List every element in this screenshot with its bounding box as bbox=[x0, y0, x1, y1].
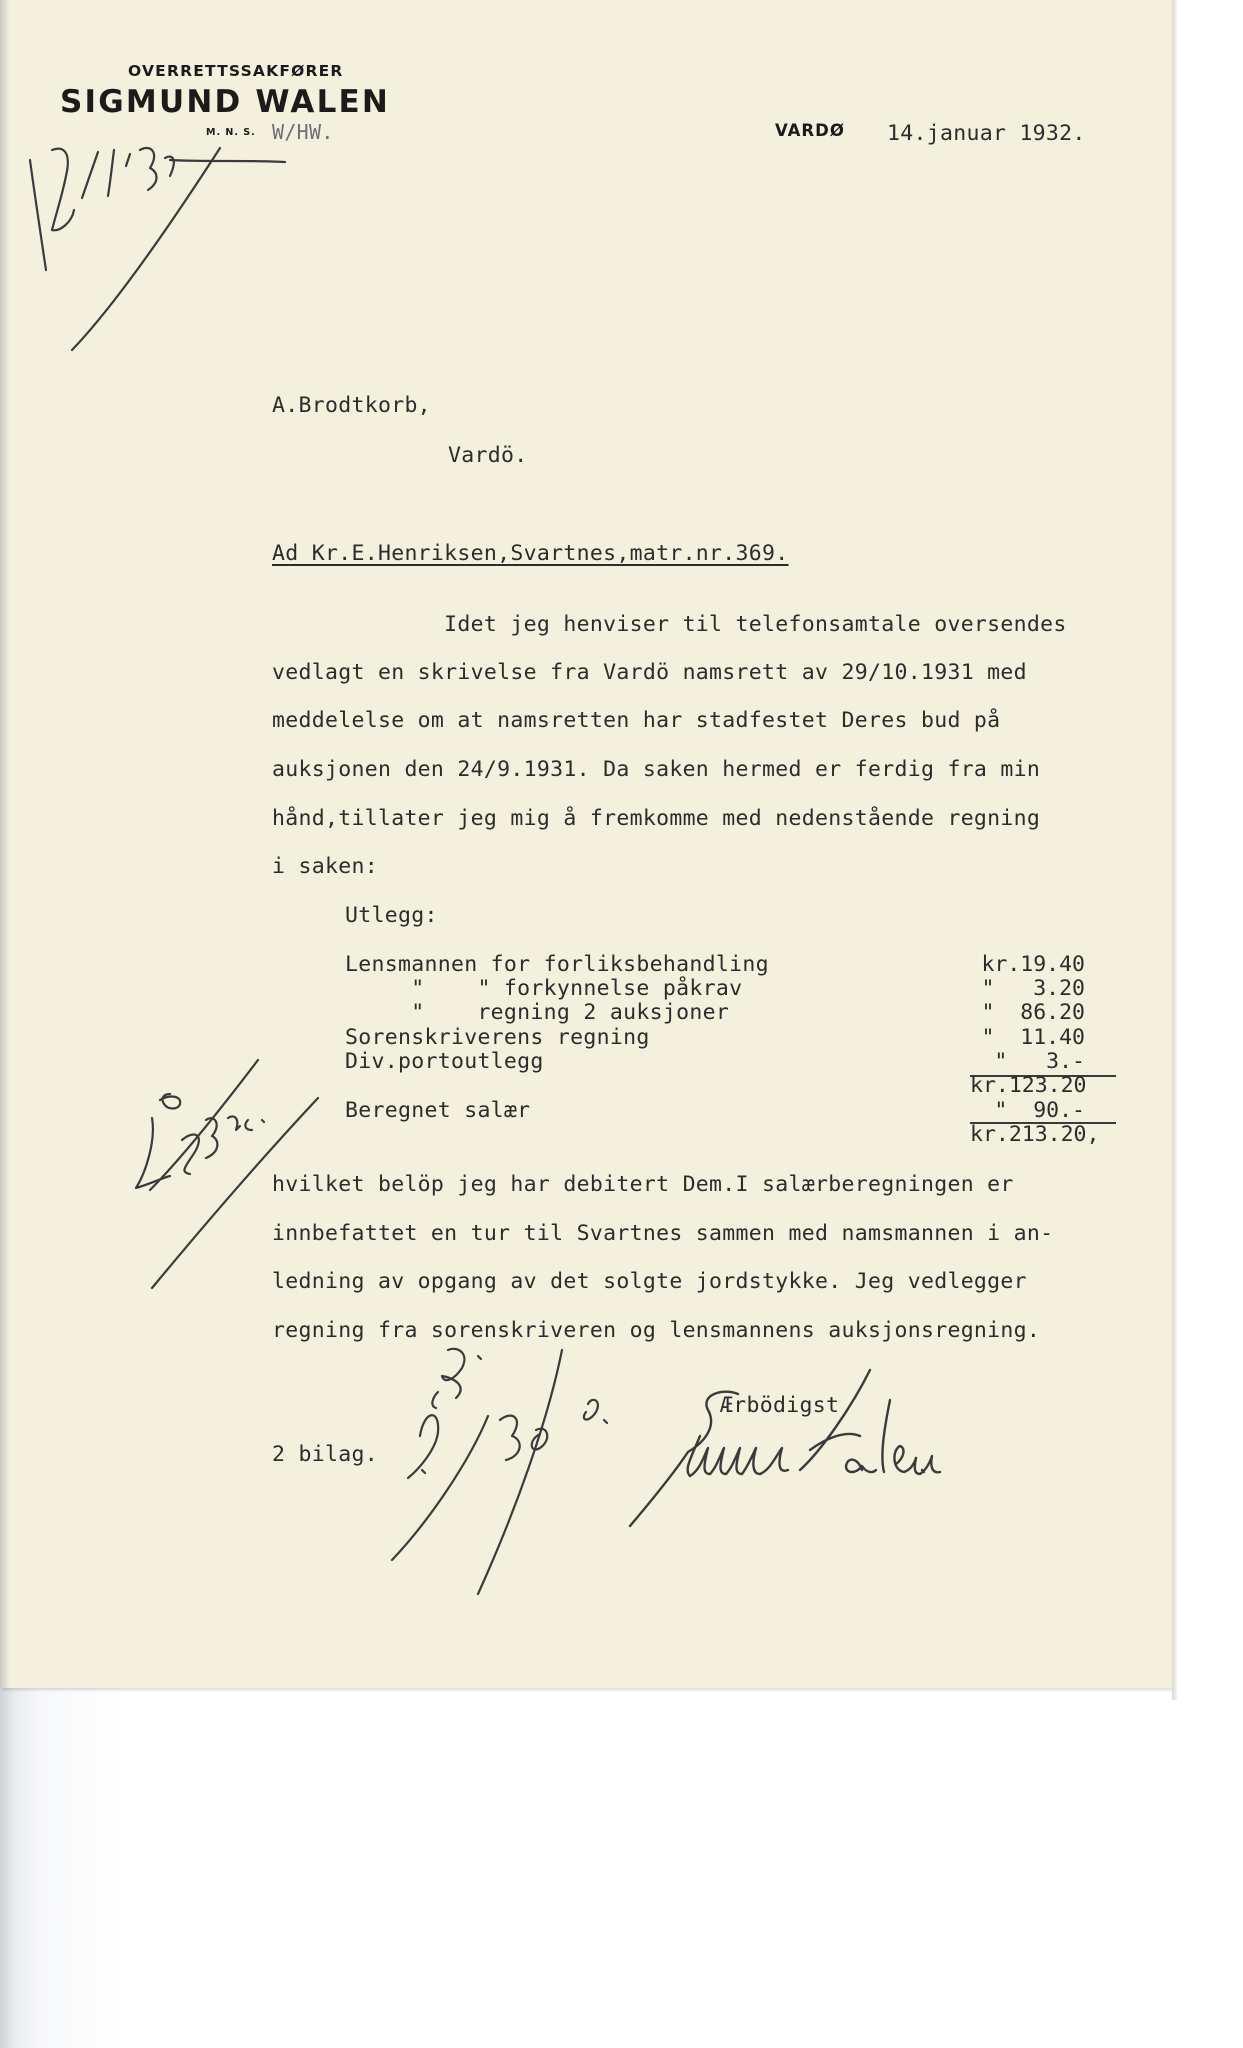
expense-label: Lensmannen for forliksbehandling bbox=[345, 952, 769, 977]
fee-amount: " 90.- bbox=[994, 1098, 1085, 1123]
subtotal-amount: kr.123.20 bbox=[970, 1073, 1087, 1098]
reference-code: W/HW. bbox=[272, 120, 334, 144]
letter-date: 14.januar 1932. bbox=[887, 121, 1086, 146]
letterhead-name: SIGMUND WALEN bbox=[60, 84, 391, 120]
body-line: auksjonen den 24/9.1931. Da saken hermed er ferdig fra min bbox=[272, 757, 1041, 782]
body-line: ledning av opgang av det solgte jordstykke. Jeg vedlegger bbox=[272, 1269, 1027, 1294]
fee-label: Beregnet salær bbox=[345, 1098, 531, 1123]
body-line: regning fra sorenskriveren og lensmannens auksjonsregning. bbox=[272, 1318, 1041, 1343]
letterhead-place: VARDØ bbox=[775, 121, 845, 140]
body-line: Idet jeg henviser til telefonsamtale oversendes bbox=[272, 612, 1067, 637]
subject-line: Ad Kr.E.Henriksen,Svartnes,matr.nr.369. bbox=[272, 541, 789, 566]
expense-label: " " forkynnelse påkrav bbox=[345, 976, 743, 1001]
expense-amount: " 11.40 bbox=[981, 1025, 1085, 1050]
body-line: meddelelse om at namsretten har stadfestet Deres bud på bbox=[272, 708, 1001, 733]
expense-amount: " 3.20 bbox=[981, 976, 1085, 1001]
recipient-city: Vardö. bbox=[448, 443, 528, 468]
body-line: i saken: bbox=[272, 854, 378, 879]
signature bbox=[630, 1370, 940, 1526]
expense-amount: " 86.20 bbox=[981, 1000, 1085, 1025]
expense-amount: " 3.- bbox=[994, 1049, 1085, 1074]
body-line: innbefattet en tur til Svartnes sammen med namsmannen i an- bbox=[272, 1221, 1054, 1246]
letterhead-title: OVERRETTSSAKFØRER bbox=[128, 62, 344, 80]
body-line: vedlagt en skrivelse fra Vardö namsrett av 29/10.1931 med bbox=[272, 660, 1027, 685]
closing: Ærbödigst bbox=[720, 1393, 840, 1418]
recipient-name: A.Brodtkorb, bbox=[272, 393, 431, 418]
body-line: hvilket belöp jeg har debitert Dem.I salærberegningen er bbox=[272, 1172, 1014, 1197]
expense-amount: kr.19.40 bbox=[981, 952, 1085, 977]
letterhead-membership: M. N. S. bbox=[206, 127, 256, 138]
expense-label: Sorenskriverens regning bbox=[345, 1025, 650, 1050]
attachments-note: 2 bilag. bbox=[272, 1442, 378, 1467]
expense-label: Div.portoutlegg bbox=[345, 1049, 544, 1074]
expense-label: " regning 2 auksjoner bbox=[345, 1000, 730, 1025]
handwritten-bottom-note bbox=[392, 1349, 607, 1594]
handwritten-margin-note bbox=[136, 1060, 318, 1288]
body-line: hånd,tillater jeg mig å fremkomme med nedenstående regning bbox=[272, 806, 1041, 831]
expenses-heading: Utlegg: bbox=[345, 903, 438, 928]
handwritten-date-note bbox=[30, 148, 285, 350]
total-amount: kr.213.20, bbox=[970, 1122, 1100, 1147]
